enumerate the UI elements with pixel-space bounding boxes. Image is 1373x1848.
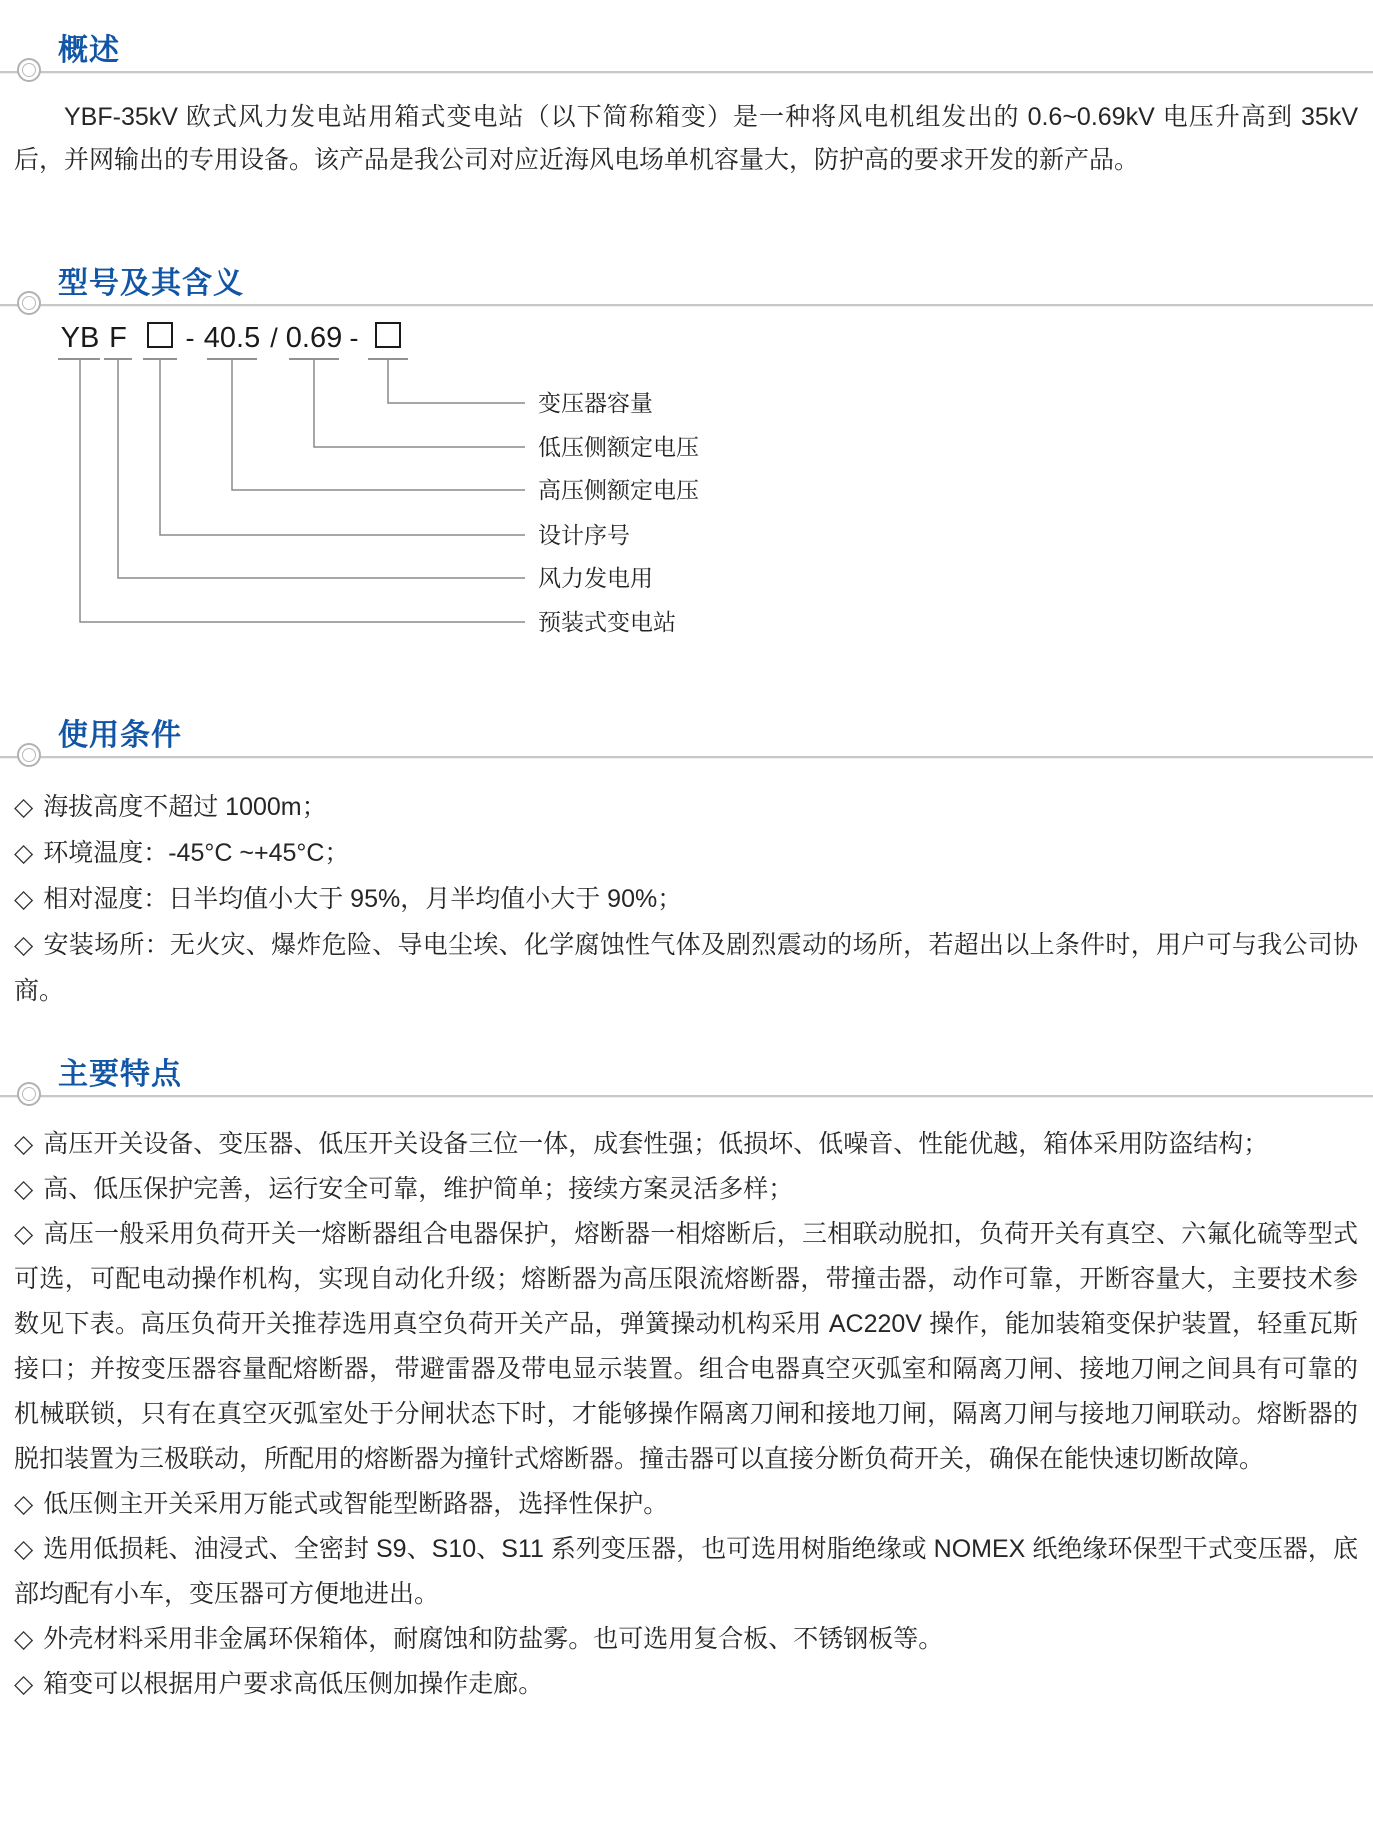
diamond-bullet-icon: ◇ xyxy=(14,1670,34,1698)
section-title-overview: 概述 xyxy=(58,34,120,67)
feature-item-text: 高、低压保护完善，运行安全可靠，维护简单；接续方案灵活多样； xyxy=(43,1175,794,1203)
list-item xyxy=(14,1527,1358,1617)
list-item xyxy=(14,1617,1358,1662)
list-item xyxy=(14,1122,1358,1167)
diamond-bullet-icon: ◇ xyxy=(14,1535,34,1563)
model-code-dash1: - xyxy=(185,323,195,353)
usage-item-text: 安装场所：无火灾、爆炸危险、导电尘埃、化学腐蚀性气体及剧烈震动的场所，若超出以上条件时，用户可与我公司协商。 xyxy=(14,931,1358,1005)
diamond-bullet-icon: ◇ xyxy=(14,839,34,867)
section-usage-conditions xyxy=(0,718,1373,1014)
list-item xyxy=(14,830,1358,876)
section-main-features xyxy=(0,1057,1373,1707)
model-code-dash2: - xyxy=(349,323,359,353)
diamond-bullet-icon: ◇ xyxy=(14,885,34,913)
usage-conditions-list xyxy=(0,784,1373,1014)
leader-line-hv xyxy=(232,359,525,490)
list-item xyxy=(14,784,1358,830)
feature-item-text: 外壳材料采用非金属环保箱体，耐腐蚀和防盐雾。也可选用复合板、不锈钢板等。 xyxy=(43,1625,944,1653)
list-item xyxy=(14,1212,1358,1482)
section-title-usage: 使用条件 xyxy=(58,719,182,752)
section-divider xyxy=(0,756,1373,759)
feature-item-text: 高压一般采用负荷开关一熔断器组合电器保护，熔断器一相熔断后，三相联动脱扣，负荷开关有真空、六氟化硫等型式可选，可配电动操作机构，实现自动化升级；熔断器为高压限流熔断器，带撞击器，动作可靠，开断容量大，主要技术参数见下表。高压负荷开关推荐选用真空负荷开关产品，弹簧操动机构采用 AC220V 操作，能加装箱变保护装置，轻重瓦斯接口；并按变压器容量配熔断器，带避雷器及带电显示装置。组合电器真空灭弧室和隔离刀闸、接地刀闸之间具有可靠的机械联锁，只有在真空灭弧室处于分闸状态下时，才能够操作隔离刀闸和接地刀闸，隔离刀闸与接地刀闸联动。熔断器的脱扣装置为三极联动，所配用的熔断器为撞针式熔断器。撞击器可以直接分断负荷开关，确保在能快速切断故障。 xyxy=(14,1220,1358,1473)
feature-item-text: 低压侧主开关采用万能式或智能型断路器，选择性保护。 xyxy=(43,1490,669,1518)
usage-item-text: 环境温度：-45°C ~+45°C； xyxy=(43,839,350,867)
diamond-bullet-icon: ◇ xyxy=(14,1130,34,1158)
list-item xyxy=(14,1167,1358,1212)
list-item xyxy=(14,922,1358,1014)
model-code-hv: 40.5 xyxy=(203,322,261,354)
diamond-bullet-icon: ◇ xyxy=(14,1625,34,1653)
diagram-label-design: 设计序号 xyxy=(538,522,630,548)
leader-line-capacity xyxy=(388,359,525,403)
main-features-list xyxy=(0,1122,1373,1707)
list-item xyxy=(14,876,1358,922)
double-circle-ornament-icon xyxy=(17,58,41,82)
section-divider xyxy=(0,1095,1373,1098)
leader-line-wind xyxy=(118,359,525,578)
double-circle-ornament-icon xyxy=(17,1082,41,1106)
diamond-bullet-icon: ◇ xyxy=(14,1175,34,1203)
usage-item-text: 海拔高度不超过 1000m； xyxy=(43,793,327,821)
feature-item-text: 选用低损耗、油浸式、全密封 S9、S10、S11 系列变压器，也可选用树脂绝缘或 NOMEX 纸绝缘环保型干式变压器，底部均配有小车，变压器可方便地进出。 xyxy=(14,1535,1358,1608)
diagram-label-prefix: 预装式变电站 xyxy=(538,609,676,635)
double-circle-ornament-icon xyxy=(17,743,41,767)
model-code-slash: / xyxy=(270,323,278,353)
diamond-bullet-icon: ◇ xyxy=(14,931,34,959)
overview-paragraph: YBF-35kV 欧式风力发电站用箱式变电站（以下简称箱变）是一种将风电机组发出的 0.6~0.69kV 电压升高到 35kV 后，并网输出的专用设备。该产品是我公司对应近海风电场单机容量大，防护高的要求开发的新产品。 xyxy=(14,103,1358,174)
list-item xyxy=(14,1482,1358,1527)
feature-item-text: 高压开关设备、变压器、低压开关设备三位一体，成套性强；低损坏、低噪音、性能优越，箱体采用防盗结构； xyxy=(43,1130,1269,1158)
diamond-bullet-icon: ◇ xyxy=(14,793,34,821)
feature-item-text: 箱变可以根据用户要求高低压侧加操作走廊。 xyxy=(43,1670,544,1698)
diagram-label-capacity: 变压器容量 xyxy=(538,390,653,416)
diagram-label-hv: 高压侧额定电压 xyxy=(538,477,699,503)
section-title-model: 型号及其含义 xyxy=(58,267,244,300)
diagram-label-lv: 低压侧额定电压 xyxy=(538,434,699,460)
section-model-meaning xyxy=(0,266,1373,653)
diamond-bullet-icon: ◇ xyxy=(14,1220,34,1248)
list-item xyxy=(14,1662,1358,1707)
section-overview xyxy=(0,33,1373,182)
model-code-prefix: YB xyxy=(60,322,100,354)
placeholder-box-design xyxy=(148,323,172,347)
model-code-lv: 0.69 xyxy=(285,322,343,354)
model-code-wind: F xyxy=(109,322,127,354)
model-code-diagram-svg xyxy=(0,307,1373,653)
usage-item-text: 相对湿度：日半均值小大于 95%，月半均值小大于 90%； xyxy=(43,885,683,913)
placeholder-box-capacity xyxy=(376,323,400,347)
section-title-features: 主要特点 xyxy=(58,1058,182,1091)
diagram-label-wind: 风力发电用 xyxy=(538,565,653,591)
model-code-diagram xyxy=(0,307,1373,653)
section-divider xyxy=(0,71,1373,74)
diamond-bullet-icon: ◇ xyxy=(14,1490,34,1518)
